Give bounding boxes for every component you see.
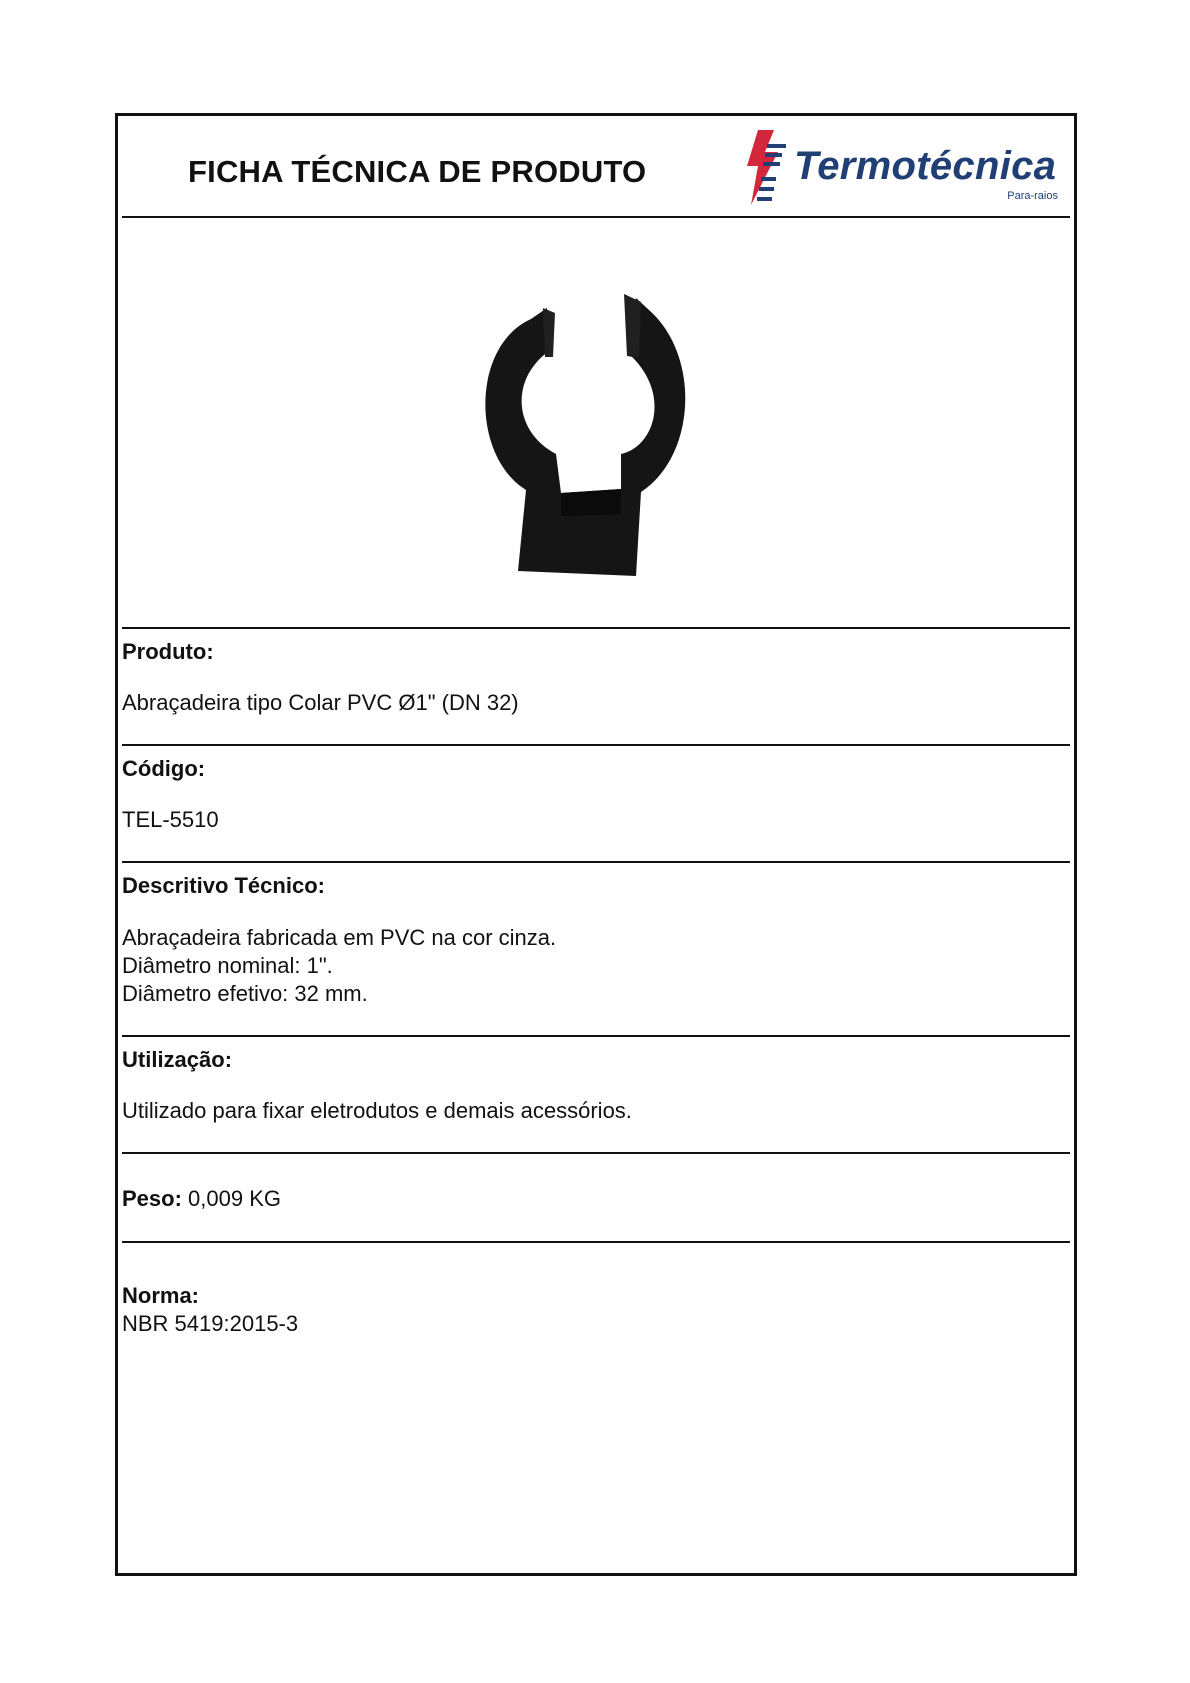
- peso-value: 0,009 KG: [188, 1186, 281, 1211]
- termotecnica-logo: [734, 126, 1066, 210]
- produto-value: Abraçadeira tipo Colar PVC Ø1" (DN 32): [122, 690, 519, 715]
- norma-value: NBR 5419:2015-3: [122, 1311, 299, 1336]
- technical-sheet: [115, 113, 1077, 1576]
- divider: [122, 1152, 1070, 1154]
- codigo-label: Código:: [122, 756, 206, 781]
- produto-label: Produto:: [122, 639, 214, 664]
- norma-label: Norma:: [122, 1283, 200, 1308]
- divider: [122, 216, 1070, 218]
- logo-subtext: Para-raios: [1007, 190, 1058, 202]
- divider: [122, 744, 1070, 746]
- divider: [122, 861, 1070, 863]
- lightning-bolt-logo-icon: [734, 126, 794, 210]
- pvc-collar-clamp-image: [451, 266, 751, 586]
- utilizacao-value: Utilizado para fixar eletrodutos e demais acessórios.: [122, 1098, 632, 1123]
- peso-label: Peso:: [122, 1186, 182, 1211]
- divider: [122, 1241, 1070, 1243]
- utilizacao-label: Utilização:: [122, 1047, 233, 1072]
- descritivo-line: Diâmetro nominal: 1".: [122, 953, 333, 978]
- descritivo-line: Diâmetro efetivo: 32 mm.: [122, 981, 368, 1006]
- codigo-value: TEL-5510: [122, 807, 219, 832]
- peso-row: [122, 1186, 281, 1212]
- page-title: FICHA TÉCNICA DE PRODUTO: [188, 154, 647, 189]
- logo-text: Termotécnica: [794, 144, 1057, 188]
- descritivo-line: Abraçadeira fabricada em PVC na cor cinza.: [122, 925, 557, 950]
- descritivo-label: Descritivo Técnico:: [122, 873, 325, 898]
- divider: [122, 627, 1070, 629]
- divider: [122, 1035, 1070, 1037]
